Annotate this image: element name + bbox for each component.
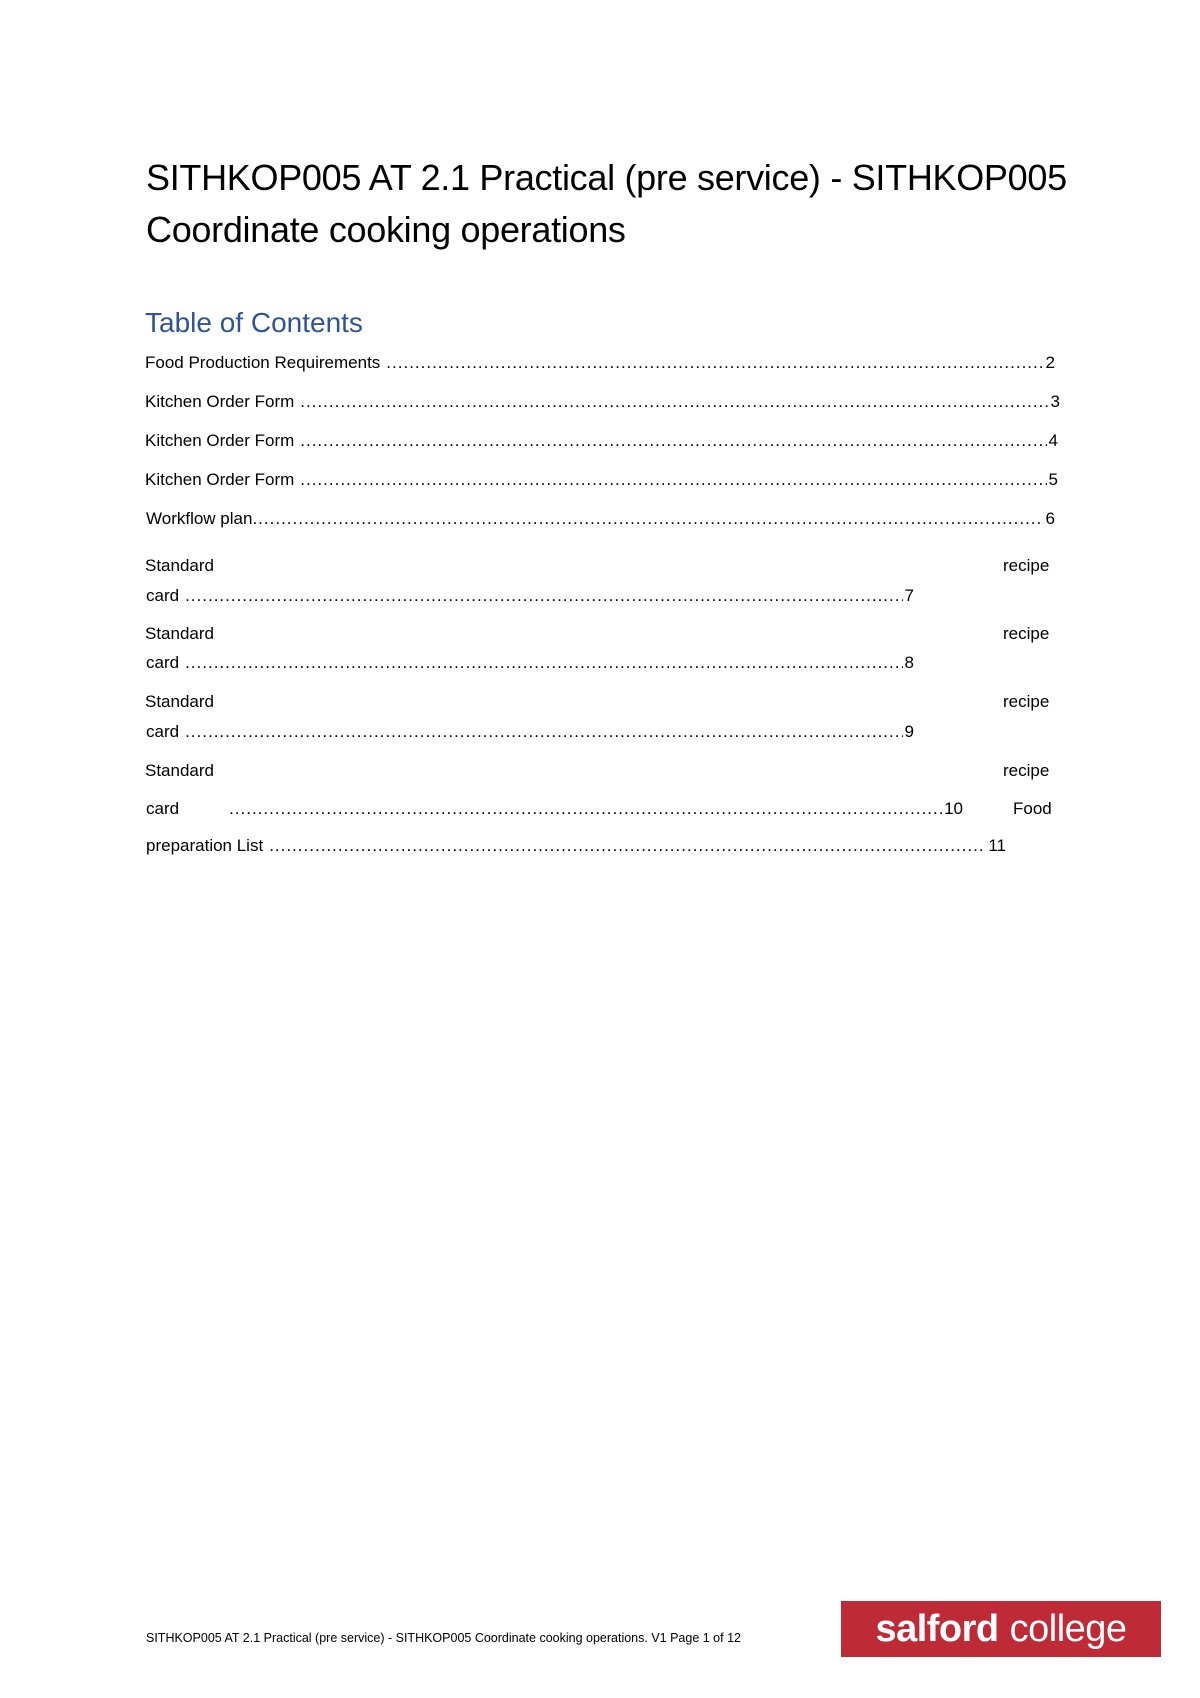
toc-leader-dots [300, 430, 1046, 452]
toc-entry-label: preparation List [146, 836, 264, 855]
toc-entry-label: Kitchen Order Form [145, 392, 295, 411]
logo-word-college: college [1009, 1608, 1127, 1650]
toc-entry-label: card [146, 653, 180, 672]
toc-heading: Table of Contents [145, 307, 363, 338]
toc-entry-label-end: recipe [1003, 692, 1050, 711]
toc-leader-dots [185, 585, 902, 607]
toc-leader-dots [300, 469, 1046, 491]
toc-entry-page: 3 [1050, 392, 1060, 411]
toc-entry-label-end: recipe [1003, 624, 1050, 643]
toc-leader-dots [229, 798, 942, 820]
document-title: SITHKOP005 AT 2.1 Practical (pre service) - SITHKOP005 Coordinate cooking operations [146, 157, 1067, 250]
toc-entry-continuation [146, 652, 914, 674]
toc-leader-dots [252, 508, 1043, 530]
toc-leader-dots [386, 352, 1043, 374]
toc-entry-label: Kitchen Order Form [145, 470, 295, 489]
toc-entry-label-start: Standard [145, 624, 214, 643]
toc-entry-label: card [146, 586, 180, 605]
toc-leader-dots [185, 652, 902, 674]
toc-entry-page: 10 [944, 799, 963, 818]
toc-leader-dots [300, 391, 1048, 413]
toc-entry-workflow-plan[interactable] [146, 508, 1055, 530]
toc-entry-page: 6 [1045, 509, 1055, 528]
toc-entry-kitchen-order-form[interactable] [145, 430, 1058, 452]
toc-entry-page: 7 [904, 586, 914, 605]
toc-entry-label: Food Production Requirements [145, 353, 381, 372]
toc-entry-label-start: Standard [145, 761, 214, 780]
toc-entry-continuation [146, 585, 914, 607]
toc-entry-label: Kitchen Order Form [145, 431, 295, 450]
logo-word-salford: salford [875, 1608, 999, 1650]
toc-entry-food-preparation-list[interactable] [146, 835, 1006, 857]
toc-leader-dots [185, 721, 902, 743]
toc-entry-label-start: Standard [145, 692, 214, 711]
toc-entry-label-start: Standard [145, 556, 214, 575]
toc-entry-label-end: recipe [1003, 556, 1050, 575]
toc-leader-dots [269, 835, 986, 857]
footer-text: SITHKOP005 AT 2.1 Practical (pre service) - SITHKOP005 Coordinate cooking operations. V1 Page 1 of 12 [146, 1631, 741, 1645]
toc-entry-page: 9 [904, 722, 914, 741]
toc-entry-label: card [146, 799, 180, 818]
toc-entry-trailing-word: Food [1013, 799, 1052, 818]
toc-entry-page: 11 [988, 836, 1006, 855]
toc-entry-label: card [146, 722, 180, 741]
toc-entry-food-production-requirements[interactable] [145, 352, 1055, 374]
toc-entry-page: 8 [904, 653, 914, 672]
toc-entry-label-end: recipe [1003, 761, 1050, 780]
toc-entry-page: 4 [1048, 431, 1058, 450]
salford-college-logo [841, 1601, 1161, 1657]
toc-entry-continuation [146, 721, 914, 743]
toc-entry-label: Workflow plan [146, 509, 253, 528]
toc-entry-page: 5 [1048, 470, 1058, 489]
toc-entry-continuation [146, 798, 963, 820]
toc-entry-kitchen-order-form[interactable] [145, 391, 1060, 413]
toc-entry-kitchen-order-form[interactable] [145, 469, 1058, 491]
toc-entry-page: 2 [1045, 353, 1055, 372]
